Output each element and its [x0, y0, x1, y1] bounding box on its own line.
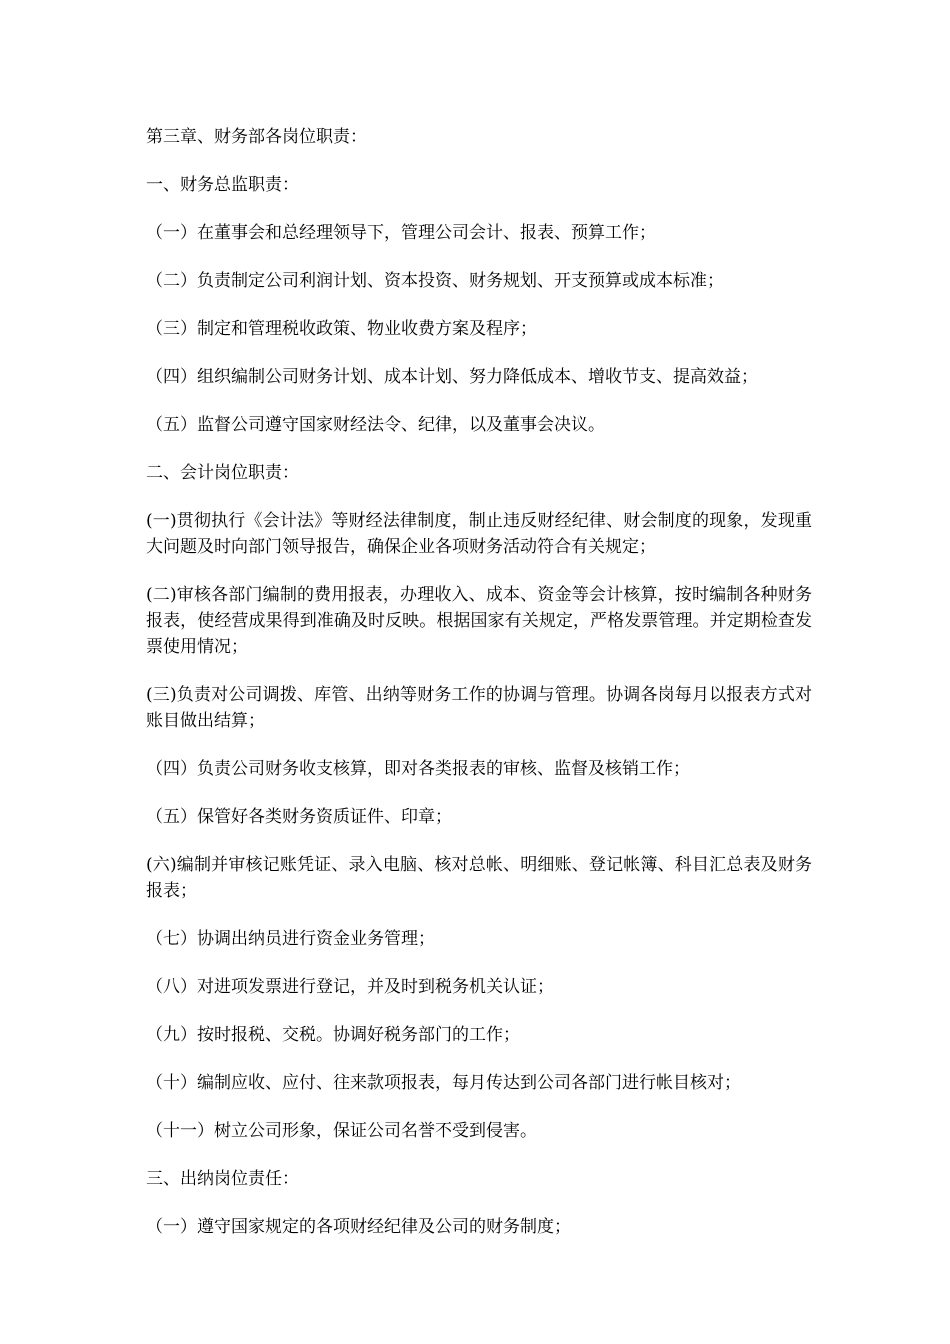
- cfo-duty-4: （四）组织编制公司财务计划、成本计划、努力降低成本、增收节支、提高效益；: [146, 367, 758, 387]
- accountant-duty-5: （五）保管好各类财务资质证件、印章；: [146, 807, 452, 827]
- accountant-duty-1: (一)贯彻执行《会计法》等财经法律制度，制止违反财经纪律、财会制度的现象，发现重大问题及时向部门领导报告，确保企业各项财务活动符合有关规定；: [146, 511, 812, 557]
- accountant-duty-7: （七）协调出纳员进行资金业务管理；: [146, 929, 435, 949]
- section-heading-cashier: 三、出纳岗位责任：: [146, 1169, 299, 1189]
- cfo-duty-3: （三）制定和管理税收政策、物业收费方案及程序；: [146, 319, 537, 339]
- section-heading-accountant: 二、会计岗位职责：: [146, 463, 299, 483]
- chapter-heading: 第三章、财务部各岗位职责：: [146, 127, 367, 147]
- accountant-duty-9: （九）按时报税、交税。协调好税务部门的工作；: [146, 1025, 520, 1045]
- accountant-duty-4: （四）负责公司财务收支核算，即对各类报表的审核、监督及核销工作；: [146, 759, 690, 779]
- accountant-duty-6: (六)编制并审核记账凭证、录入电脑、核对总帐、明细账、登记帐簿、科目汇总表及财务报表；: [146, 855, 812, 901]
- accountant-duty-10: （十）编制应收、应付、往来款项报表，每月传达到公司各部门进行帐目核对；: [146, 1073, 741, 1093]
- accountant-duty-2: (二)审核各部门编制的费用报表，办理收入、成本、资金等会计核算，按时编制各种财务报表，使经营成果得到准确及时反映。根据国家有关规定，严格发票管理。并定期检查发票使用情况；: [146, 585, 812, 657]
- accountant-duty-3: (三)负责对公司调拨、库管、出纳等财务工作的协调与管理。协调各岗每月以报表方式对账目做出结算；: [146, 685, 812, 731]
- accountant-duty-11: （十一）树立公司形象，保证公司名誉不受到侵害。: [146, 1121, 537, 1141]
- accountant-duty-8: （八）对进项发票进行登记，并及时到税务机关认证；: [146, 977, 554, 997]
- cfo-duty-1: （一）在董事会和总经理领导下，管理公司会计、报表、预算工作；: [146, 223, 656, 243]
- cfo-duty-2: （二）负责制定公司利润计划、资本投资、财务规划、开支预算或成本标准；: [146, 271, 724, 291]
- document-page: [146, 124, 812, 1262]
- section-heading-cfo: 一、财务总监职责：: [146, 175, 299, 195]
- cashier-duty-1: （一）遵守国家规定的各项财经纪律及公司的财务制度；: [146, 1217, 571, 1237]
- cfo-duty-5: （五）监督公司遵守国家财经法令、纪律，以及董事会决议。: [146, 415, 605, 435]
